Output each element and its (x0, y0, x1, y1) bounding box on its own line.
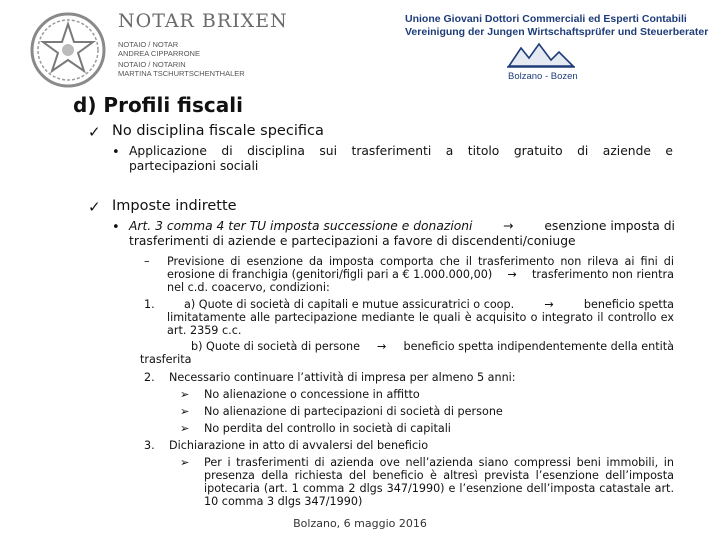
detail-3-item-line-3: ipotecaria (art. 1 comma 2 dlgs 347/1990) e l’esenzione dell’imposta catastale art. (204, 482, 674, 495)
footer-date: Bolzano, 6 maggio 2016 (293, 517, 427, 530)
notar-title: NOTAR BRIXEN (118, 10, 288, 32)
detail-1a-line-1 (184, 298, 674, 312)
section-2-bullet-line-2: trasferimenti di aziende e partecipazioni a favore di discendenti/coniuge (129, 234, 576, 248)
org-city: Bolzano - Bozen (508, 71, 578, 82)
detail-1a-line-3: art. 2359 c.c. (167, 324, 242, 337)
detail-3-text: Dichiarazione in atto di avvalersi del beneficio (169, 439, 429, 452)
number-1: 1. (144, 298, 155, 311)
detail-1b-rest: beneficio spetta indipendentemente della entità (403, 340, 674, 353)
arrowhead-icon: ➢ (180, 388, 190, 401)
arrow-icon: → (507, 268, 517, 281)
check-icon: ✓ (88, 198, 101, 216)
detail-1b-line-2: trasferita (140, 353, 192, 366)
arrowhead-icon: ➢ (180, 456, 190, 469)
detail-1a-line-2: limitatamente alle partecipazione mediante le quali è acquisito o integrato il controllo ex (167, 311, 674, 324)
dash-icon: – (144, 255, 150, 268)
detail-1a-rest: beneficio spetta (583, 298, 674, 311)
detail-3-item-line-2: presenza della richiesta del beneficio è altresì prevista l’esenzione dell’imposta (204, 469, 674, 482)
section-1-title: No disciplina fiscale specifica (112, 123, 324, 139)
detail-1b-line-1 (191, 340, 674, 354)
detail-3-item-line-1: Per i trasferimenti di azienda ove nell’azienda siano compressi beni immobili, in (204, 456, 674, 469)
notar-line-2: ANDREA CIPPARRONE (118, 49, 200, 58)
bullet-icon: • (112, 145, 120, 160)
detail-2-item-1: No alienazione o concessione in affitto (204, 388, 420, 401)
detail-3-item-line-4: 10 comma 3 dlgs 347/1990) (204, 495, 363, 508)
notar-line-1: NOTAIO / NOTAR (118, 40, 179, 49)
arrow-icon: → (544, 298, 554, 311)
notary-emblem-icon (28, 10, 108, 90)
franchise-text: erosione di franchigia (genitori/figli pari a € 1.000.000,00) (167, 268, 493, 281)
detail-2-item-2: No alienazione di partecipazioni di società di persone (204, 405, 503, 418)
notar-line-3: NOTAIO / NOTARIN (118, 60, 186, 69)
org-logo-icon (505, 40, 577, 70)
detail-2-item-3: No perdita del controllo in società di capitali (204, 422, 451, 435)
arrowhead-icon: ➢ (180, 422, 190, 435)
notar-line-4: MARTINA TSCHURTSCHENTHALER (118, 69, 245, 78)
org-name-de: Vereinigung der Jungen Wirtschaftsprüfer und Steuerberater (405, 26, 709, 38)
bullet-icon: • (112, 220, 120, 235)
section-heading: d) Profili fiscali (73, 93, 243, 117)
detail-1a-text: a) Quote di società di capitali e mutue assicuratrici o coop. (184, 298, 515, 311)
section-2-title: Imposte indirette (112, 198, 237, 214)
org-name-it: Unione Giovani Dottori Commerciali ed Esperti Contabili (405, 13, 687, 25)
arrowhead-icon: ➢ (180, 405, 190, 418)
arrow-icon: → (503, 219, 514, 233)
section-1-bullet-line-2: partecipazioni sociali (129, 159, 259, 173)
section-1-bullet-line-1: Applicazione di disciplina sui trasferimenti a titolo gratuito di aziende e (129, 144, 673, 158)
detail-dash-line-3: nel c.d. coacervo, condizioni: (167, 281, 330, 294)
arrow-icon: → (377, 340, 387, 353)
detail-dash-line-1: Previsione di esenzione da imposta comporta che il trasferimento non rileva ai fini di (167, 255, 674, 268)
legal-reference: Art. 3 comma 4 ter TU imposta successione e donazioni (129, 219, 473, 233)
coacervo-text: trasferimento non rientra (532, 268, 674, 281)
detail-1b-text: b) Quote di società di persone (191, 340, 360, 353)
detail-2-text: Necessario continuare l’attività di impresa per almeno 5 anni: (169, 371, 516, 384)
number-3: 3. (144, 439, 155, 452)
detail-dash-line-2 (167, 268, 674, 282)
number-2: 2. (144, 371, 155, 384)
section-2-bullet-line-1 (129, 219, 675, 234)
section-2-bullet-rest: esenzione imposta di (544, 219, 675, 233)
check-icon: ✓ (88, 123, 101, 141)
